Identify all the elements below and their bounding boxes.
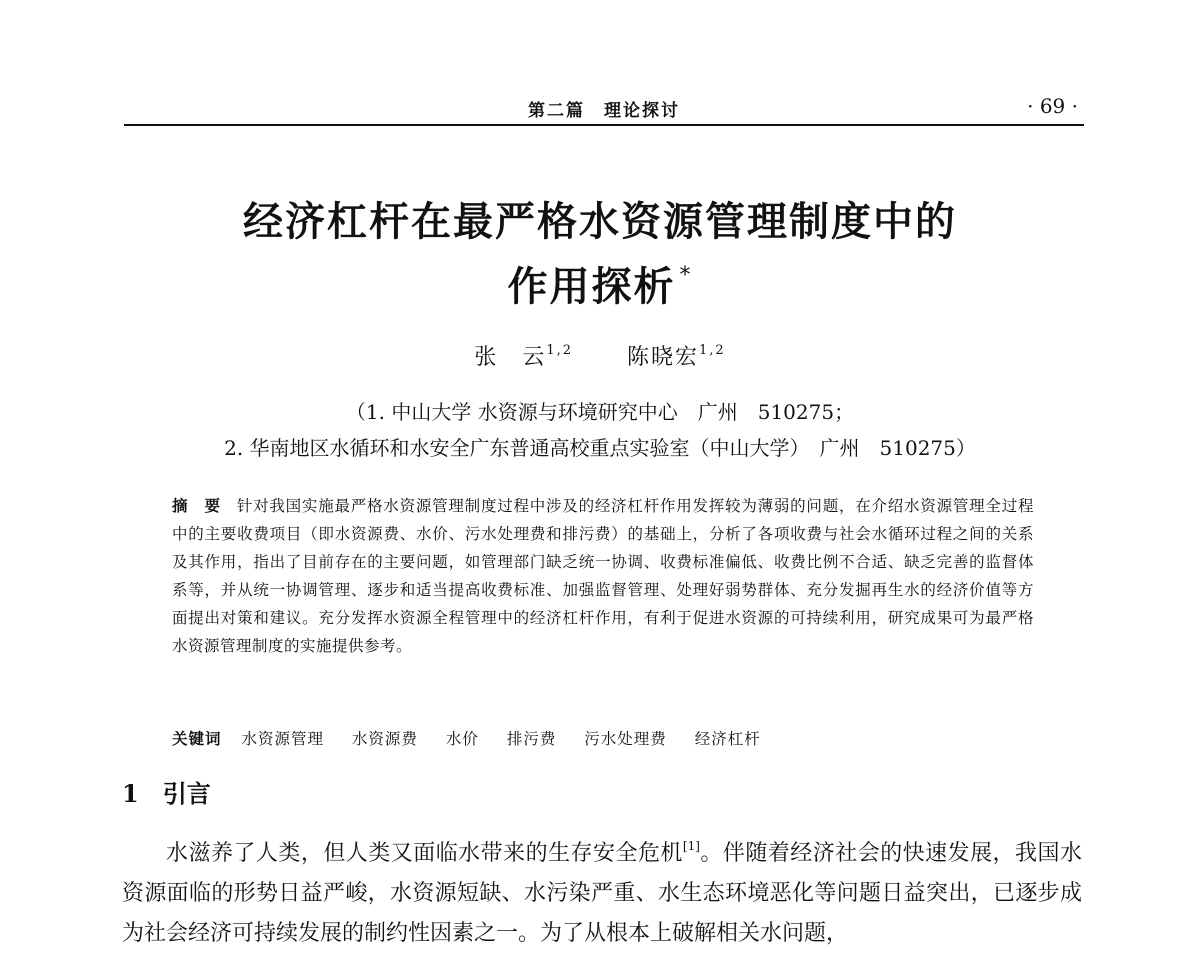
section-title: 引言 bbox=[162, 780, 211, 808]
body-text-start: 水滋养了人类，但人类又面临水带来的生存安全危机 bbox=[166, 841, 683, 866]
author-affil-mark: 1,2 bbox=[699, 343, 726, 358]
title-text-1: 经济杠杆在最严格水资源管理制度中的 bbox=[243, 199, 957, 245]
paper-title-line-1 bbox=[100, 190, 1100, 247]
author-name: 陈晓宏 bbox=[627, 345, 700, 370]
body-text-cont: 。伴随着经济社会的快速发展，我国水资源面临的形势日益严峻，水资源短缺、水污染严重、水生态环境恶化等问题日益突出，已逐步成为社会经济可持续发展的制约性因素之一。为了从根本上破解相关水问题， bbox=[122, 841, 1082, 946]
body-paragraph bbox=[122, 826, 1082, 954]
keyword: 污水处理费 bbox=[584, 730, 667, 748]
abstract-label: 摘 要 bbox=[172, 496, 221, 515]
abstract-text: 针对我国实施最严格水资源管理制度过程中涉及的经济杠杆作用发挥较为薄弱的问题，在介绍水资源管理全过程中的主要收费项目（即水资源费、水价、污水处理费和排污费）的基础上，分析了各项收费与社会水循环过程之间的关系及其作用，指出了目前存在的主要问题，如管理部门缺乏统一协调、收费标准偏低、收费比例不合适、缺乏完善的监督体系等，并从统一协调管理、逐步和适当提高收费标准、加强监督管理、处理好弱势群体、充分发掘再生水的经济价值等方面提出对策和建议。充分发挥水资源全程管理中的经济杠杆作用，有利于促进水资源的可持续利用，研究成果可为最严格水资源管理制度的实施提供参考。 bbox=[172, 497, 1034, 655]
citation-ref: [1] bbox=[682, 839, 700, 853]
author-affil-mark: 1,2 bbox=[546, 343, 573, 358]
author-list bbox=[0, 340, 1200, 371]
keyword: 水资源管理 bbox=[241, 730, 324, 748]
page-number: · 69 · bbox=[1027, 94, 1078, 118]
running-header bbox=[124, 92, 1084, 126]
title-text-2: 作用探析 bbox=[507, 264, 676, 310]
keyword: 经济杠杆 bbox=[694, 730, 761, 748]
section-heading bbox=[122, 774, 211, 809]
author-name: 张 云 bbox=[474, 345, 547, 370]
keywords bbox=[172, 727, 1034, 749]
keyword: 水价 bbox=[445, 730, 479, 748]
keyword: 排污费 bbox=[506, 730, 557, 748]
section-number: 1 bbox=[122, 779, 139, 808]
keywords-label: 关键词 bbox=[172, 730, 222, 748]
affiliation-line-2: 2. 华南地区水循环和水安全广东普通高校重点实验室（中山大学） 广州 510275） bbox=[224, 436, 976, 460]
abstract bbox=[172, 492, 1034, 660]
keyword: 水资源费 bbox=[351, 730, 418, 748]
title-footnote-mark: * bbox=[679, 263, 693, 288]
affiliation-line-1: （1. 中山大学 水资源与环境研究中心 广州 510275； bbox=[345, 400, 855, 424]
paper-title-line-2 bbox=[100, 255, 1100, 312]
section-label: 第二篇 理论探讨 bbox=[528, 101, 680, 121]
